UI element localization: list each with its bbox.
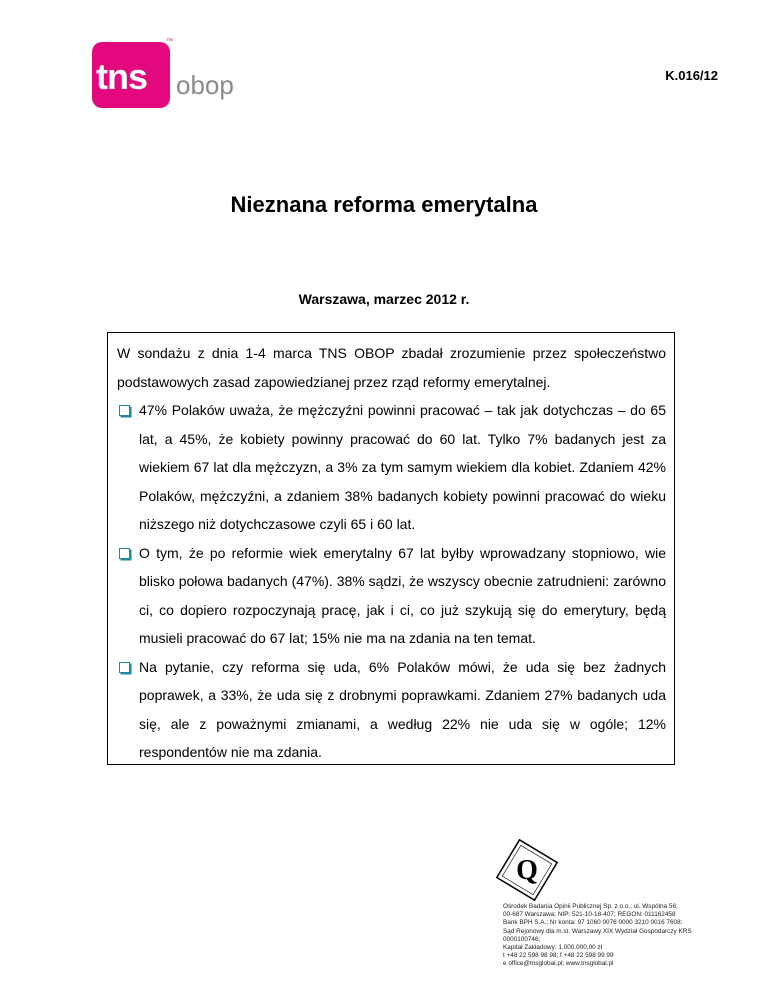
- footer-line: 0000100746;: [503, 935, 541, 943]
- logo-box: [92, 42, 170, 108]
- checkbox-bullet-icon: [119, 548, 130, 559]
- footer-line: 00-687 Warszawa; NIP: 521-10-18-407; REGON: 011162458: [503, 911, 676, 919]
- checkbox-bullet-icon: [119, 662, 130, 673]
- footer-line: Bank BPH S.A.; Nr konta: 97 1060 0076 0000 3210 0016 7608;: [503, 919, 683, 927]
- document-number: K.016/12: [665, 68, 718, 83]
- checkbox-bullet-icon: [119, 405, 130, 416]
- list-item: [117, 396, 666, 539]
- place-date: Warszawa, marzec 2012 r.: [298, 291, 470, 307]
- footer-line: Ośrodek Badania Opinii Publicznej Sp. z o.o.; ul. Wspólna 56;: [503, 903, 678, 910]
- list-item: [117, 653, 666, 767]
- bullet-text: 47% Polaków uważa, że mężczyźni powinni pracować – tak jak dotychczas – do 65 lat, a 45%, że kobiety powinny pracować do 60 lat. Tylko 7% badanych jest za wiekiem 67 lat dla mężczyzn, a 3% za tym samym wiekiem dla kobiet. Zdaniem 42% Polaków, mężczyźni, a zdaniem 38% badanych kobiety powinni pracować do wieku niższego niż dotychczasowe czyli 65 i 60 lat.: [139, 402, 666, 532]
- page-title: Nieznana reforma emerytalna: [230, 192, 538, 217]
- footer-line: Kapitał Zakładowy: 1.000.000,00 zł: [503, 944, 603, 952]
- list-item: [117, 539, 666, 653]
- quality-seal-icon: [495, 838, 559, 902]
- summary-intro: W sondażu z dnia 1-4 marca TNS OBOP zbadał zrozumienie przez społeczeństwo podstawowych zasad zapowiedzianej przez rząd reformy emerytalnej.: [117, 345, 666, 390]
- footer-line: e office@tnsglobal.pl; www.tnsglobal.pl: [503, 960, 614, 968]
- logo-trademark: ™: [166, 38, 173, 45]
- tns-obop-logo: [92, 38, 234, 108]
- seal-letter: Q: [516, 855, 538, 886]
- footer-line: Sąd Rejonowy dla m.st. Warszawy XIX Wydział Gospodarczy KRS: [503, 927, 692, 935]
- bullet-text: Na pytanie, czy reforma się uda, 6% Polaków mówi, że uda się bez żadnych poprawek, a 33%, że uda się z drobnymi poprawkami. Zdaniem 27% badanych uda się, ale z poważnymi zmianami, a według 22% nie uda się w ogóle; 12% respondentów nie ma zdania.: [139, 658, 666, 760]
- summary-bullets: [117, 396, 666, 767]
- summary-box: [107, 332, 675, 765]
- logo-brand: tns: [96, 56, 147, 97]
- bullet-text: O tym, że po reformie wiek emerytalny 67 lat byłby wprowadzany stopniowo, wie blisko połowa badanych (47%). 38% sądzi, że wszyscy obecnie zatrudnieni: zarówno ci, co dopiero rozpoczynają pracę, jak i ci, co już szykują się do emerytury, będą musieli pracować do 67 lat; 15% nie ma na zdania na ten temat.: [139, 544, 666, 646]
- footer-line: t +48 22 598 98 98; f +48 22 598 99 99: [503, 952, 614, 960]
- company-footer: [503, 903, 723, 969]
- logo-sub: obop: [176, 70, 234, 100]
